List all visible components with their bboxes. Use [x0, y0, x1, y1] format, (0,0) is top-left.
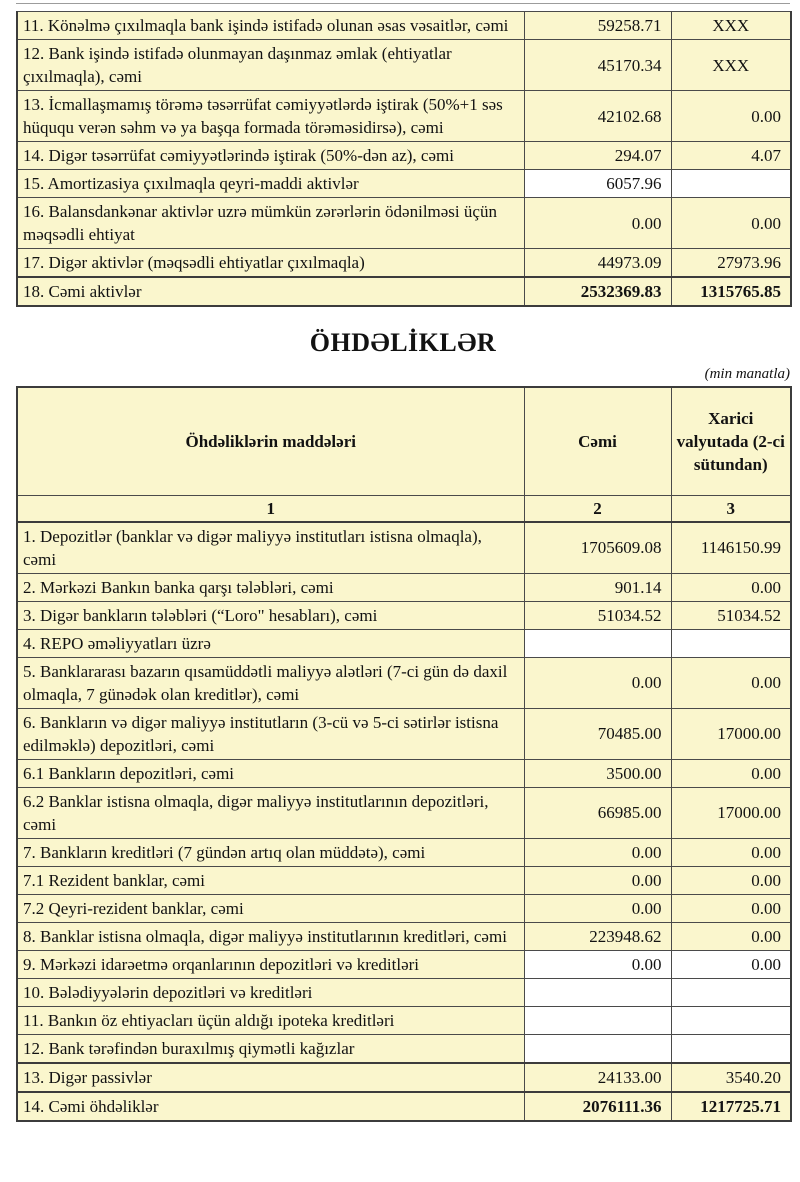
row-label: 6.1 Bankların depozitləri, cəmi — [17, 759, 524, 787]
row-label: 15. Amortizasiya çıxılmaqla qeyri-maddi aktivlər — [17, 170, 524, 198]
table-row — [17, 91, 791, 142]
row-foreign-value: 4.07 — [671, 142, 791, 170]
row-label: 7.1 Rezident banklar, cəmi — [17, 866, 524, 894]
column-number-3: 3 — [671, 495, 791, 522]
header-row — [17, 387, 791, 495]
row-label: 12. Bank tərəfindən buraxılmış qiymətli kağızlar — [17, 1034, 524, 1063]
unit-note: (min manatla) — [704, 366, 790, 382]
row-total-value: 0.00 — [524, 950, 671, 978]
row-label: 6.2 Banklar istisna olmaqla, digər maliyyə institutlarının depozitləri, cəmi — [17, 787, 524, 838]
table-row — [17, 894, 791, 922]
total-assets-row — [17, 277, 791, 306]
row-label: 8. Banklar istisna olmaqla, digər maliyyə institutlarının kreditləri, cəmi — [17, 922, 524, 950]
row-foreign-value — [671, 629, 791, 657]
table-row — [17, 708, 791, 759]
row-label: 5. Banklararası bazarın qısamüddətli maliyyə alətləri (7-ci gün də daxil olmaqla, 7 günədək olan kreditlər), cəmi — [17, 657, 524, 708]
row-label: 13. İcmallaşmamış törəmə təsərrüfat cəmiyyətlərdə iştirak (50%+1 səs hüququ verən səhm və ya başqa formada törəməsidirsə), cəmi — [17, 91, 524, 142]
row-foreign-value: 3540.20 — [671, 1063, 791, 1092]
row-label: 6. Bankların və digər maliyyə institutların (3-cü və 5-ci sətirlər istisna edilməklə) depozitləri, cəmi — [17, 708, 524, 759]
table-row — [17, 1063, 791, 1092]
row-total-value: 223948.62 — [524, 922, 671, 950]
table-row — [17, 787, 791, 838]
document-page — [16, 0, 790, 1122]
row-label: 16. Balansdankənar aktivlər uzrə mümkün zərərlərin ödənilməsi üçün məqsədli ehtiyat — [17, 198, 524, 249]
row-label: 4. REPO əməliyyatları üzrə — [17, 629, 524, 657]
liabilities-table — [16, 386, 792, 1122]
row-foreign-value — [671, 170, 791, 198]
row-total-value: 0.00 — [524, 198, 671, 249]
table-row — [17, 866, 791, 894]
row-total-value: 2076111.36 — [524, 1092, 671, 1121]
row-label: 14. Cəmi öhdəliklər — [17, 1092, 524, 1121]
row-total-value: 66985.00 — [524, 787, 671, 838]
row-foreign-value: 0.00 — [671, 950, 791, 978]
row-total-value: 0.00 — [524, 866, 671, 894]
row-label: 12. Bank işində istifadə olunmayan daşınmaz əmlak (ehtiyatlar çıxılmaqla), cəmi — [17, 40, 524, 91]
row-total-value: 0.00 — [524, 894, 671, 922]
row-label: 1. Depozitlər (banklar və digər maliyyə institutları istisna olmaqla), cəmi — [17, 522, 524, 574]
table-row — [17, 573, 791, 601]
table-row — [17, 249, 791, 278]
table-row — [17, 601, 791, 629]
table-row — [17, 170, 791, 198]
column-header-foreign: Xarici valyutada (2-ci sütundan) — [671, 387, 791, 495]
table-row — [17, 978, 791, 1006]
row-label: 17. Digər aktivlər (məqsədli ehtiyatlar çıxılmaqla) — [17, 249, 524, 278]
table-row — [17, 522, 791, 574]
row-label: 11. Bankın öz ehtiyacları üçün aldığı ipoteka kreditləri — [17, 1006, 524, 1034]
total-liabilities-row — [17, 1092, 791, 1121]
row-label: 7. Bankların kreditləri (7 gündən artıq olan müddətə), cəmi — [17, 838, 524, 866]
row-foreign-value: 0.00 — [671, 573, 791, 601]
row-foreign-value: XXX — [671, 40, 791, 91]
row-total-value: 51034.52 — [524, 601, 671, 629]
row-label: 3. Digər bankların tələbləri (“Loro" hesabları), cəmi — [17, 601, 524, 629]
row-total-value: 42102.68 — [524, 91, 671, 142]
table-row — [17, 1034, 791, 1063]
row-total-value: 0.00 — [524, 838, 671, 866]
table-row — [17, 198, 791, 249]
table-row — [17, 629, 791, 657]
table-row — [17, 142, 791, 170]
row-foreign-value: 0.00 — [671, 198, 791, 249]
row-foreign-value: 1146150.99 — [671, 522, 791, 574]
column-header-items: Öhdəliklərin maddələri — [17, 387, 524, 495]
row-total-value: 1705609.08 — [524, 522, 671, 574]
table-row — [17, 922, 791, 950]
row-label: 7.2 Qeyri-rezident banklar, cəmi — [17, 894, 524, 922]
column-numbers-row — [17, 495, 791, 522]
row-foreign-value: 0.00 — [671, 894, 791, 922]
row-foreign-value: 0.00 — [671, 759, 791, 787]
row-foreign-value: 0.00 — [671, 91, 791, 142]
row-foreign-value: 0.00 — [671, 866, 791, 894]
row-total-value: 59258.71 — [524, 12, 671, 40]
row-total-value — [524, 1006, 671, 1034]
row-foreign-value: 27973.96 — [671, 249, 791, 278]
row-total-value: 294.07 — [524, 142, 671, 170]
column-header-total: Cəmi — [524, 387, 671, 495]
row-foreign-value: 51034.52 — [671, 601, 791, 629]
row-label: 10. Bələdiyyələrin depozitləri və kreditləri — [17, 978, 524, 1006]
row-foreign-value: XXX — [671, 12, 791, 40]
row-foreign-value: 0.00 — [671, 922, 791, 950]
row-total-value: 3500.00 — [524, 759, 671, 787]
row-foreign-value: 0.00 — [671, 657, 791, 708]
table-row — [17, 12, 791, 40]
page-cut-divider — [16, 3, 790, 4]
row-total-value — [524, 978, 671, 1006]
row-foreign-value — [671, 978, 791, 1006]
table-row — [17, 838, 791, 866]
table-row — [17, 657, 791, 708]
row-label: 9. Mərkəzi idarəetmə orqanlarının depozitləri və kreditləri — [17, 950, 524, 978]
row-foreign-value — [671, 1034, 791, 1063]
row-foreign-value: 17000.00 — [671, 708, 791, 759]
row-total-value — [524, 629, 671, 657]
row-foreign-value: 0.00 — [671, 838, 791, 866]
row-label: 2. Mərkəzi Bankın banka qarşı tələbləri, cəmi — [17, 573, 524, 601]
table-row — [17, 950, 791, 978]
row-total-value: 0.00 — [524, 657, 671, 708]
row-total-value: 44973.09 — [524, 249, 671, 278]
table-row — [17, 759, 791, 787]
row-total-value: 70485.00 — [524, 708, 671, 759]
row-total-value: 45170.34 — [524, 40, 671, 91]
section-title: ÖHDƏLİKLƏR — [309, 328, 497, 357]
row-total-value: 2532369.83 — [524, 277, 671, 306]
row-foreign-value: 1315765.85 — [671, 277, 791, 306]
column-number-2: 2 — [524, 495, 671, 522]
row-label: 11. Könəlmə çıxılmaqla bank işində istifadə olunan əsas vəsaitlər, cəmi — [17, 12, 524, 40]
row-label: 13. Digər passivlər — [17, 1063, 524, 1092]
row-total-value: 901.14 — [524, 573, 671, 601]
table-row — [17, 40, 791, 91]
row-foreign-value: 17000.00 — [671, 787, 791, 838]
row-label: 18. Cəmi aktivlər — [17, 277, 524, 306]
row-foreign-value: 1217725.71 — [671, 1092, 791, 1121]
row-total-value: 6057.96 — [524, 170, 671, 198]
assets-table — [16, 11, 792, 307]
row-foreign-value — [671, 1006, 791, 1034]
row-total-value: 24133.00 — [524, 1063, 671, 1092]
table-row — [17, 1006, 791, 1034]
column-number-1: 1 — [17, 495, 524, 522]
row-label: 14. Digər təsərrüfat cəmiyyətlərində iştirak (50%-dən az), cəmi — [17, 142, 524, 170]
row-total-value — [524, 1034, 671, 1063]
